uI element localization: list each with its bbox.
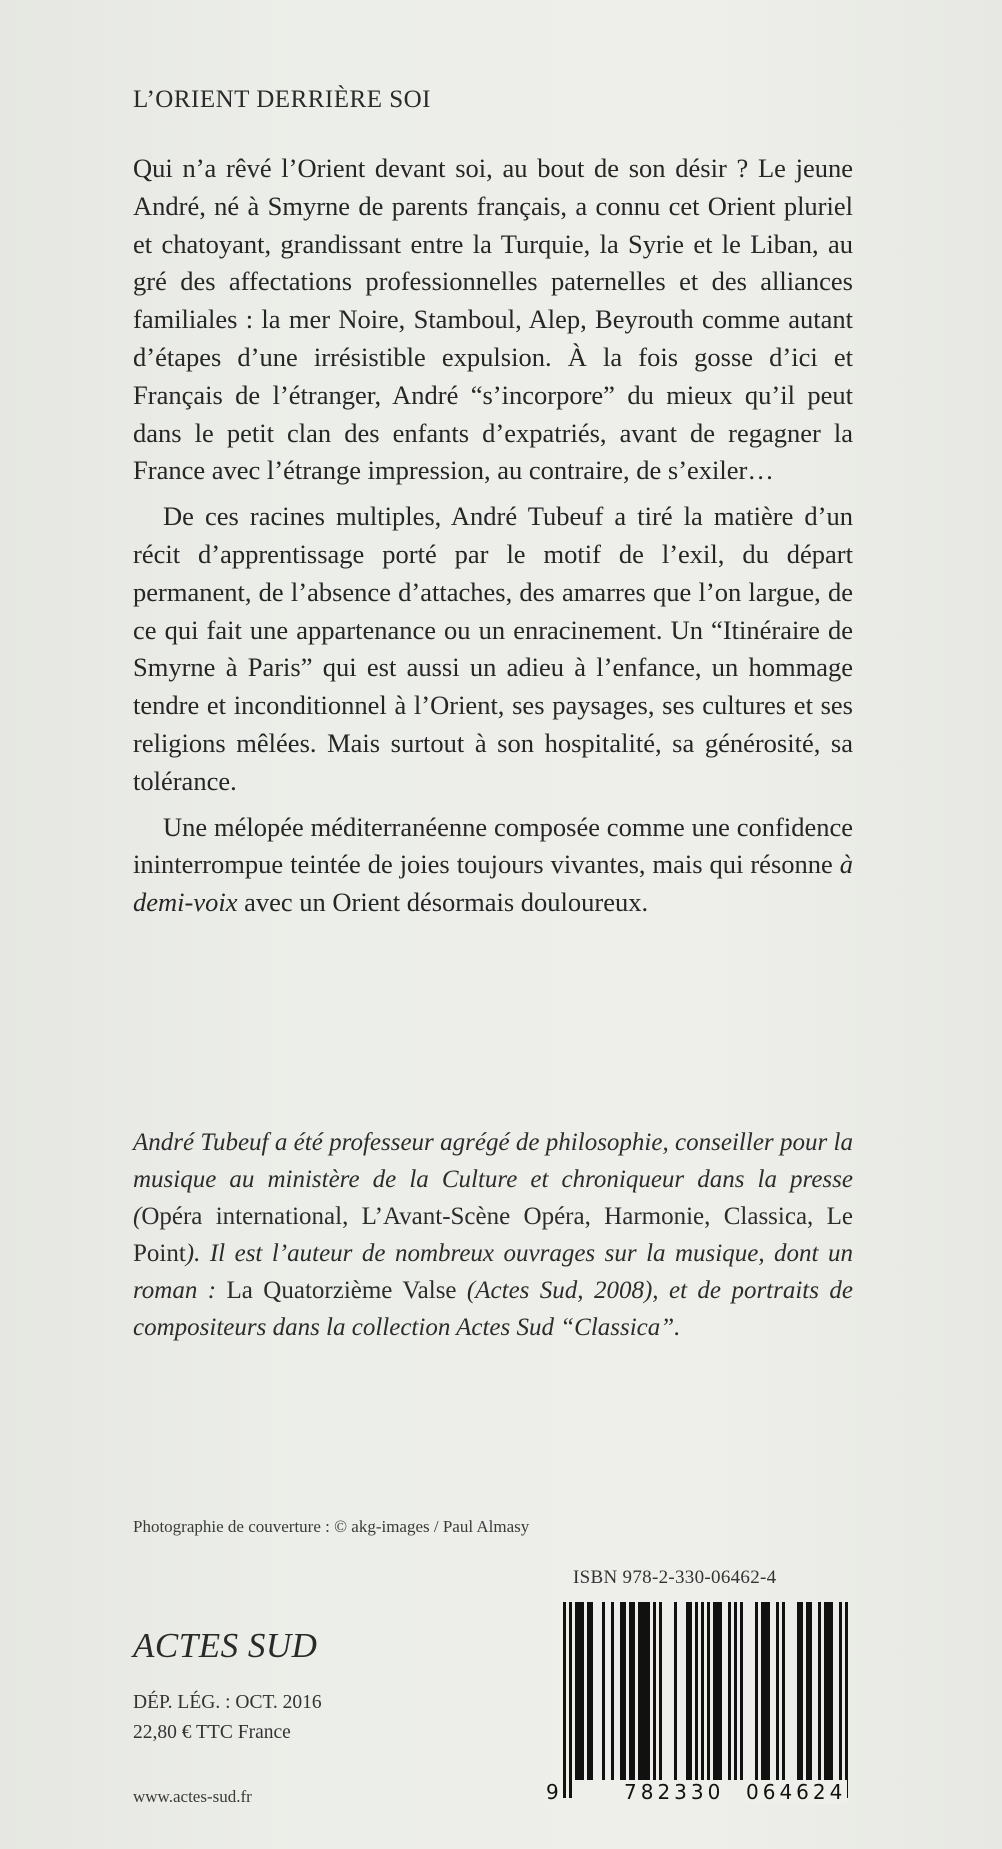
barcode-bar	[602, 1602, 605, 1780]
barcode-bar	[587, 1602, 590, 1780]
blurb-paragraph-3	[133, 809, 853, 922]
legal-deposit: DÉP. LÉG. : OCT. 2016	[133, 1692, 322, 1713]
bio-part-2: ). Il est l’auteur de nombreux ouvrages sur la musique, dont un roman :	[133, 1240, 853, 1304]
barcode-bar	[701, 1602, 704, 1798]
barcode-bar	[674, 1602, 677, 1780]
barcode-bar	[707, 1602, 710, 1798]
barcode-bars	[545, 1602, 855, 1802]
barcode-bar	[764, 1602, 767, 1780]
book-title: L’ORIENT DERRIÈRE SOI	[133, 86, 431, 113]
publisher-website: www.actes-sud.fr	[133, 1787, 252, 1806]
price: 22,80 € TTC France	[133, 1722, 291, 1743]
barcode-bar	[776, 1602, 779, 1780]
barcode-bar	[641, 1602, 644, 1780]
barcode-bar	[689, 1602, 692, 1780]
barcode-bar	[800, 1602, 803, 1780]
barcode-bar	[578, 1602, 581, 1780]
barcode-bar	[830, 1602, 833, 1780]
barcode	[545, 1602, 855, 1802]
barcode-bar	[632, 1602, 635, 1780]
publisher-logo: ACTES SUD	[133, 1626, 318, 1665]
barcode-bar	[716, 1602, 719, 1780]
barcode-bar	[818, 1602, 821, 1780]
barcode-digits	[545, 1780, 865, 1808]
photo-credit: Photographie de couverture : © akg-images / Paul Almasy	[133, 1517, 530, 1536]
author-bio	[133, 1124, 853, 1346]
bio-novel-title: La Quatorzième Valse	[226, 1277, 457, 1304]
barcode-bar	[782, 1602, 785, 1780]
blurb	[133, 150, 853, 930]
legal-info	[133, 1688, 322, 1748]
isbn: ISBN 978-2-330-06462-4	[573, 1567, 777, 1588]
blurb-p3-start: Une mélopée méditerranéenne composée comme une confidence ininterrompue teintée de joies toujours vivantes, mais qui résonne	[133, 811, 853, 880]
barcode-bar	[629, 1602, 632, 1780]
barcode-bar	[590, 1602, 593, 1780]
barcode-bar	[740, 1602, 743, 1780]
blurb-p3-end: avec un Orient désormais douloureux.	[237, 887, 649, 918]
barcode-bar	[734, 1602, 737, 1780]
barcode-bar	[659, 1602, 662, 1780]
barcode-bar	[686, 1602, 689, 1780]
barcode-bar	[809, 1602, 812, 1780]
blurb-p3-italic: à demi-voix	[133, 849, 853, 918]
blurb-paragraph-2: De ces racines multiples, André Tubeuf a tiré la matière d’un récit d’apprentissage porté par le motif de l’exil, du départ permanent, de l’absence d’attaches, des amarres que l’on largue, de ce qui fait une appartenance ou un enracinement. Un “Itinéraire de Smyrne à Paris” qui est aussi un adieu à l’enfance, un hommage tendre et inconditionnel à l’Orient, ses paysages, ses cultures et ses religions mêlées. Mais surtout à son hospitalité, sa générosité, sa tolérance.	[133, 501, 853, 796]
barcode-bar	[845, 1602, 848, 1798]
barcode-bar	[620, 1602, 623, 1780]
barcode-right-group: 064624	[746, 1780, 847, 1804]
barcode-bar	[581, 1602, 584, 1780]
barcode-bar	[761, 1602, 764, 1780]
barcode-left-group: 782330	[624, 1780, 725, 1804]
barcode-bar	[575, 1602, 578, 1780]
barcode-lead-digit: 9	[546, 1780, 559, 1804]
barcode-bar	[647, 1602, 650, 1780]
barcode-bar	[827, 1602, 830, 1780]
barcode-bar	[638, 1602, 641, 1780]
barcode-bar	[611, 1602, 614, 1780]
barcode-bar	[695, 1602, 698, 1780]
bio-part-1: André Tubeuf a été professeur agrégé de philosophie, conseiller pour la musique au ministère de la Culture et chroniqueur dans la presse (	[133, 1129, 853, 1230]
barcode-bar	[563, 1602, 566, 1798]
bio-part-3: (Actes Sud, 2008), et de portraits de compositeurs dans la collection Actes Sud “Classica”.	[133, 1277, 853, 1341]
barcode-bar	[719, 1602, 722, 1780]
barcode-bar	[653, 1602, 656, 1780]
barcode-bar	[806, 1602, 809, 1780]
barcode-bar	[569, 1602, 572, 1798]
barcode-bar	[839, 1602, 842, 1798]
barcode-bar	[797, 1602, 800, 1780]
bio-publications: Opéra international, L’Avant-Scène Opéra, Harmonie, Classica, Le Point	[133, 1203, 853, 1267]
barcode-bar	[767, 1602, 770, 1780]
barcode-bar	[755, 1602, 758, 1780]
barcode-bar	[728, 1602, 731, 1780]
barcode-bar	[824, 1602, 827, 1780]
barcode-bar	[713, 1602, 716, 1780]
blurb-paragraph-1: Qui n’a rêvé l’Orient devant soi, au bout de son désir ? Le jeune André, né à Smyrne de parents français, a connu cet Orient pluriel et chatoyant, grandissant entre la Turquie, la Syrie et le Liban, au gré des affectations professionnelles paternelles et des alliances familiales : la mer Noire, Stamboul, Alep, Beyrouth comme autant d’étapes d’une irrésistible expulsion. À la fois gosse d’ici et Français de l’étranger, André “s’incorpore” du mieux qu’il peut dans le petit clan des enfants d’expatriés, avant de regagner la France avec l’étrange impression, au contraire, de s’exiler…	[133, 153, 853, 486]
barcode-bar	[644, 1602, 647, 1780]
barcode-bar	[623, 1602, 626, 1780]
